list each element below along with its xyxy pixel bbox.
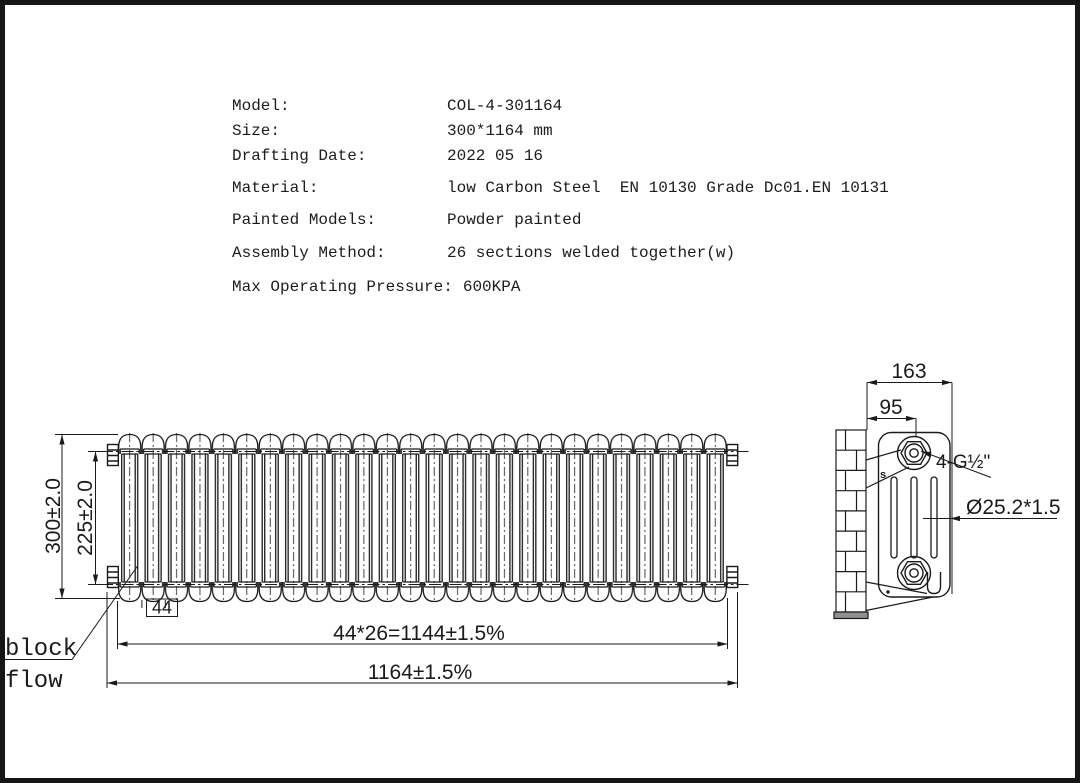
right-top-stub — [727, 445, 738, 466]
spec-label-drafting-date: Drafting Date: — [232, 147, 367, 165]
dimension-pipe-offset — [867, 396, 916, 437]
connections-callout — [921, 451, 991, 478]
spec-label-material: Material: — [232, 179, 319, 197]
dimension-height-centers — [74, 452, 107, 585]
tube-diameter-callout — [923, 496, 1061, 521]
dim-225-label: 225±2.0 — [74, 480, 97, 556]
dimension-sections-total — [118, 598, 728, 649]
spec-value-assembly-method: 26 sections welded together(w) — [447, 244, 736, 262]
dim-300-label: 300±2.0 — [42, 478, 65, 554]
radiator-sections-rect — [118, 433, 727, 603]
dim-1164-label: 1164±1.5% — [367, 661, 473, 684]
spec-row-assembly-method — [232, 243, 735, 264]
spec-row-size — [232, 121, 553, 142]
bottom-pipe-connection — [898, 557, 931, 590]
tube-diameter-label: Ø25.2*1.5 — [966, 496, 1061, 519]
spec-label-model: Model: — [232, 97, 290, 115]
column-slots — [891, 477, 937, 558]
spec-row-max-pressure — [232, 277, 520, 298]
wall-bricks — [834, 430, 868, 619]
spec-value-material: low Carbon Steel EN 10130 Grade Dc01.EN 10131 — [447, 179, 889, 197]
dim-163-label: 163 — [891, 360, 927, 383]
spec-label-painted-models: Painted Models: — [232, 211, 377, 229]
spec-label-max-pressure: Max Operating Pressure: — [232, 278, 453, 296]
spec-value-model: COL-4-301164 — [447, 97, 563, 115]
spec-value-drafting-date: 2022 05 16 — [447, 147, 544, 165]
side-view — [834, 360, 1061, 619]
block-label: block — [5, 636, 78, 663]
bracket-hook — [928, 572, 941, 594]
front-view — [3, 433, 749, 695]
left-top-stub — [108, 445, 119, 466]
flow-label: flow — [5, 668, 63, 695]
spec-value-size: 300*1164 mm — [447, 122, 553, 140]
spec-row-painted-models — [232, 210, 581, 231]
spec-row-material — [232, 178, 889, 199]
dim-95-label: 95 — [879, 396, 903, 419]
dim-1144-label: 44*26=1144±1.5% — [333, 622, 505, 645]
connections-label: 4-G½" — [936, 452, 991, 473]
spec-label-size: Size: — [232, 122, 281, 140]
spec-value-painted-models: Powder painted — [447, 211, 582, 229]
weld-mark-label: s — [880, 469, 887, 481]
dim-44-label: 44 — [151, 597, 173, 618]
spec-value-max-pressure: 600KPA — [462, 278, 521, 296]
spec-label-assembly-method: Assembly Method: — [232, 244, 386, 262]
spec-row-drafting-date — [232, 146, 543, 167]
spec-row-model — [232, 96, 562, 117]
